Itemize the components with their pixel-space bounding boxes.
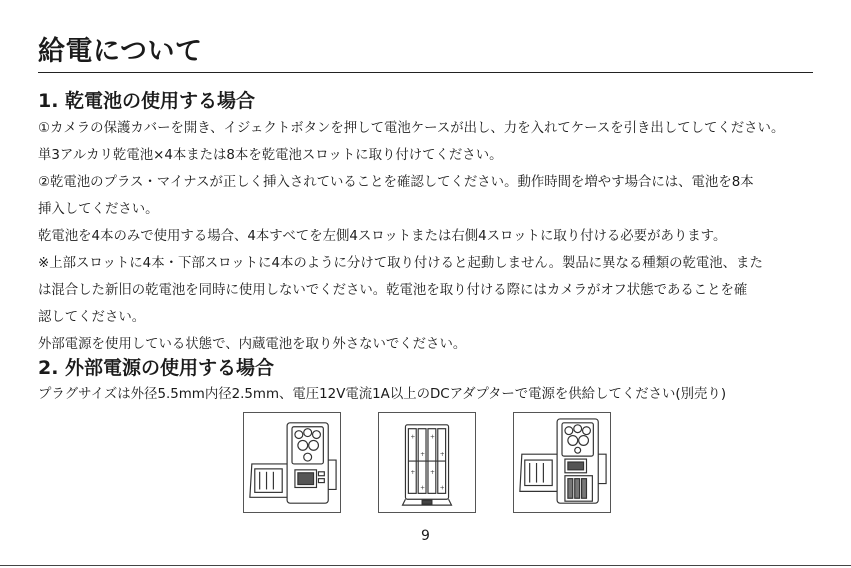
camera-batteries-installed-illustration — [513, 412, 611, 513]
section1-line: 単3アルカリ乾電池×4本または8本を乾電池スロットに取り付けてください。 — [38, 148, 503, 163]
page-title: 給電について — [38, 36, 203, 67]
svg-text:+: + — [420, 452, 426, 459]
camera-batteries-installed-drawing — [514, 413, 610, 512]
svg-text:+: + — [420, 485, 426, 492]
battery-tray-illustration — [378, 412, 476, 513]
footer-rule — [0, 565, 851, 566]
section1-line: は混合した新旧の乾電池を同時に使用しないでください。乾電池を取り付ける際にはカメラがオフ状態であることを確 — [38, 283, 748, 298]
section1-line: 乾電池を4本のみで使用する場合、4本すべてを左側4スロットまたは右側4スロットに取り付ける必要があります。 — [38, 229, 727, 244]
section1-line: 挿入してください。 — [38, 202, 159, 217]
section1-heading: 1. 乾電池の使用する場合 — [38, 90, 256, 112]
svg-text:+: + — [410, 469, 416, 476]
camera-open-cover-drawing — [244, 413, 340, 512]
section1-line: 外部電源を使用している状態で、内蔵電池を取り外さないでください。 — [38, 337, 467, 352]
battery-tray-drawing — [379, 413, 475, 512]
svg-text:+: + — [439, 452, 445, 459]
section1-line: ②乾電池のプラス・マイナスが正しく挿入されていることを確認してください。動作時間を増やす場合には、電池を8本 — [38, 175, 754, 190]
camera-open-cover-illustration — [243, 412, 341, 513]
svg-text:+: + — [429, 469, 435, 476]
section1-line: ①カメラの保護カバーを開き、イジェクトボタンを押して電池ケースが出し、力を入れてケースを引き出してしてください。 — [38, 121, 785, 136]
section1-line: ※上部スロットに4本・下部スロットに4本のように分けて取り付けると起動しません。製品に異なる種類の乾電池、また — [38, 256, 763, 271]
title-underline — [38, 72, 813, 73]
section2-line: プラグサイズは外径5.5mm内径2.5mm、電圧12V電流1A以上のDCアダプターで電源を供給してください(別売り) — [38, 387, 727, 402]
svg-text:+: + — [410, 434, 416, 441]
svg-text:+: + — [439, 485, 445, 492]
section2-heading: 2. 外部電源の使用する場合 — [38, 357, 275, 379]
svg-text:+: + — [429, 434, 435, 441]
page-number: 9 — [421, 528, 430, 544]
section1-line: 認してください。 — [38, 310, 146, 325]
